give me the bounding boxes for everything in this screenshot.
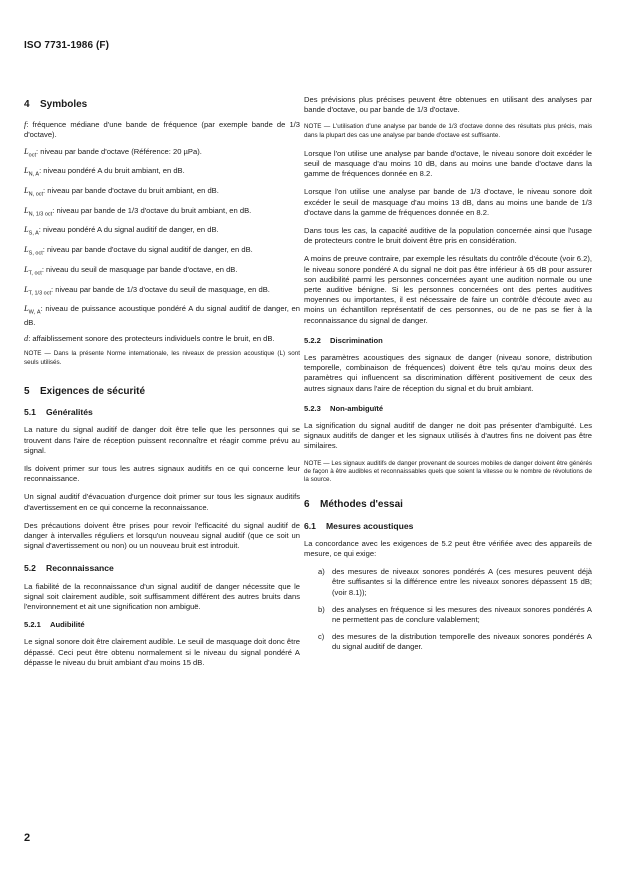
- symbol-definition: $L_{oct}$: niveau par bande d'octave (Référence: 20 µPa).: [24, 146, 202, 159]
- symbol-definition: $L_{N, oct}$: niveau par bande d'octave du bruit ambiant, en dB.: [24, 186, 219, 198]
- symbol-definition: $L_{W, A}$: niveau de puissance acoustique pondéré A du signal auditif de danger, en dB.: [24, 304, 300, 328]
- note-analysis: NOTE — L'utilisation d'une analyse par bande de 1/3 d'octave donne des résultats plus précis, mais dans la plupart des cas une analyse par bande d'octave est suffisante.: [304, 123, 592, 139]
- page-number: 2: [24, 832, 31, 844]
- symbol-definition: $L_{T, oct}$: niveau du seuil de masquage par bande d'octave, en dB.: [24, 264, 238, 277]
- section-5-2-3-heading: 5.2.3 Non-ambiguïté: [304, 403, 384, 413]
- section-5-2-1-heading: 5.2.1 Audibilité: [24, 620, 85, 630]
- symbol-definition: f: fréquence médiane d'une bande de fréquence (par exemple bande de 1/3 d'octave).: [24, 120, 300, 140]
- paragraph: Des prévisions plus précises peuvent être obtenues en utilisant des analyses par bande d'octave, ou par bande de 1/3 d'octave.: [304, 95, 592, 115]
- paragraph: La nature du signal auditif de danger doit être telle que les personnes qui se trouvent dans l'aire de réception puissent reconnaître et réagir comme prévu au signal.: [24, 425, 300, 455]
- symbol-definition: $L_{S, A}$: niveau pondéré A du signal auditif de danger, en dB.: [24, 225, 219, 237]
- paragraph: Lorsque l'on utilise une analyse par bande d'octave, le niveau sonore doit excéder le seuil de masquage d'au moins 10 dB, dans au moins une bande d'octave dans la gamme de fréquences donnée en 8.2.: [304, 148, 592, 179]
- note-mobile-sources: NOTE — Les signaux auditifs de danger provenant de sources mobiles de danger doivent être générés de façon à être audibles et reconnaissables quels que soient la vitesse ou le nombre de révolutions de la source.: [304, 459, 592, 484]
- section-6-heading: 6 Méthodes d'essai: [304, 499, 403, 511]
- right-column: [304, 95, 592, 660]
- symbol-definition: $L_{T, 1/3 oct}$: niveau par bande de 1/3 d'octave du seuil de masquage, en dB.: [24, 284, 270, 297]
- symbol-definition: $L_{N, A}$: niveau pondéré A du bruit ambiant, en dB.: [24, 166, 185, 178]
- note-symbols: NOTE — Dans la présente Norme internationale, les niveaux de pression acoustique (L) sont seuls utilisés.: [24, 350, 300, 366]
- section-4-heading: 4 Symboles: [24, 99, 88, 110]
- list-item: b) des analyses en fréquence si les mesures des niveaux sonores pondérés A ne permettent pas de conclure valablement;: [318, 604, 592, 624]
- requirements-list: [304, 567, 592, 652]
- paragraph: Un signal auditif d'évacuation d'urgence doit primer sur tous les signaux auditifs d'avertissement en ce qui concerne la reconnaissance.: [24, 492, 300, 512]
- section-5-heading: 5 Exigences de sécurité: [24, 385, 146, 397]
- paragraph: Le signal sonore doit être clairement audible. Le seuil de masquage doit donc être dépassé. Ceci peut être obtenu normalement si le niveau du signal pondéré A dépasse le niveau du bruit ambiant d'au moins 15 dB.: [24, 637, 300, 667]
- document-header: ISO 7731-1986 (F): [24, 40, 110, 51]
- section-6-1-heading: 6.1 Mesures acoustiques: [304, 520, 414, 531]
- section-5-2-2-heading: 5.2.2 Discrimination: [304, 335, 383, 345]
- paragraph: Ils doivent primer sur tous les autres signaux auditifs en ce qui concerne leur reconnaissance.: [24, 463, 300, 484]
- symbol-definition: $L_{N, 1/3 oct}$: niveau par bande de 1/3 d'octave du bruit ambiant, en dB.: [24, 205, 252, 218]
- paragraph: Lorsque l'on utilise une analyse par bande de 1/3 d'octave, le niveau sonore doit excéder le seuil de masquage d'au moins 13 dB, dans au moins une bande de 1/3 d'octave dans la gamme de fréquences donnée en 8.2.: [304, 187, 592, 217]
- paragraph: La concordance avec les exigences de 5.2 peut être vérifiée avec des appareils de mesure, ce qui exige:: [304, 538, 592, 558]
- section-5-2-heading: 5.2 Reconnaissance: [24, 563, 114, 574]
- left-column: [24, 94, 300, 676]
- paragraph: Les paramètres acoustiques des signaux de danger (niveau sonore, distribution temporelle, combinaison de fréquences) doivent être tels qu'au moins deux des paramètres qui influencent sa discrimination diffèrent positivement de ceux des autres signaux dans l'aire de réception du signal et du bruit ambiant.: [304, 353, 592, 393]
- list-item: c) des mesures de la distribution temporelle des niveaux sonores pondérés A du signal auditif de danger.: [318, 632, 592, 652]
- section-5-1-heading: 5.1 Généralités: [24, 407, 93, 418]
- symbol-definition: $L_{S, oct}$: niveau par bande d'octave du signal auditif de danger, en dB.: [24, 245, 253, 257]
- paragraph: La signification du signal auditif de danger ne doit pas présenter d'ambiguïté. Les signaux auditifs de danger et les signaux utilisés à d'autres fins ne doivent pas être similaires.: [304, 421, 592, 451]
- paragraph: Dans tous les cas, la capacité auditive de la population concernée ainsi que l'usage de protecteurs contre le bruit doivent être pris en considération.: [304, 226, 592, 246]
- paragraph: La fiabilité de la reconnaissance d'un signal auditif de danger nécessite que le signal soit clairement audible, soit suffisamment différent des autres bruits dans l'environnement et ait une signification non ambiguë.: [24, 581, 300, 611]
- symbol-definition: d: affaiblissement sonore des protecteurs individuels contre le bruit, en dB.: [24, 334, 275, 344]
- list-item: a) des mesures de niveaux sonores pondérés A (ces mesures peuvent déjà être suffisantes si la différence entre les niveaux sonores dépassent 15 dB; (voir 8.1));: [318, 567, 592, 597]
- paragraph: A moins de preuve contraire, par exemple les résultats du contrôle d'écoute (voir 6.2), le niveau sonore pondéré A du signal ne doit pas être inférieur à 65 dB pour assurer son audibilité parmi les personnes concernées ayant une audition normale ou une perte auditive bénigne. Si les personnes concernées ont des pertes auditives moyennes ou importantes, il est nécessaire de faire un contrôle d'écoute avec au moins un échantillon représentatif de ces personnes, ou de ne pas se fier à la reconnaissance du signal de danger.: [304, 254, 592, 325]
- symbols-list: [24, 120, 300, 344]
- paragraph: Des précautions doivent être prises pour revoir l'efficacité du signal auditif de danger à intervalles réguliers et lorsqu'un nouveau signal auditif (que ce soit un signal d'avertissement ou non) ou un nouveau bruit est introduit.: [24, 520, 300, 551]
